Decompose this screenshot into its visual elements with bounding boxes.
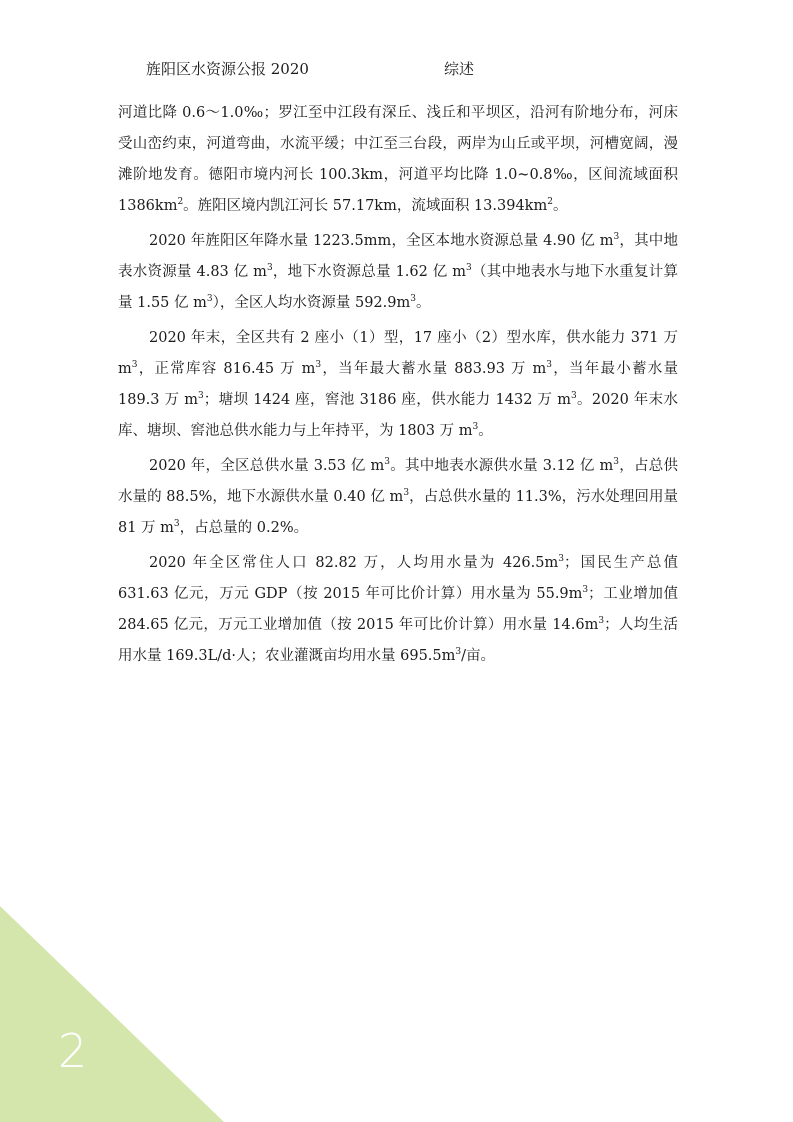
text-run: 2020 年，全区总供水量 3.53 亿 m	[149, 458, 385, 474]
paragraph	[118, 451, 678, 544]
page-number: 2	[58, 1024, 88, 1078]
superscript: 3	[466, 263, 472, 274]
paragraph	[118, 98, 678, 222]
section-title: 综述	[444, 60, 475, 78]
text-run: /亩。	[461, 648, 496, 664]
superscript: 3	[206, 294, 213, 305]
text-run: ；塘坝 1424 座，窖池 3186 座，供水能力 1432 万 m	[203, 392, 571, 408]
text-run: 。旌阳区境内凯江河长 57.17km，流域面积 13.394km	[183, 198, 548, 214]
superscript: 3	[570, 391, 577, 402]
text-run: ；国民生产总值 631.63 亿元，万元 GDP（按 2015 年可比价计算）用水量为 55.9m	[118, 555, 679, 602]
text-run: ，其中地表水资源量 4.83 亿 m	[118, 233, 678, 280]
superscript: 2	[547, 197, 553, 208]
text-run: （其中地表水与地下水重复计算量 1.55 亿 m	[118, 264, 678, 311]
superscript: 3	[472, 422, 479, 433]
superscript: 3	[384, 457, 390, 468]
superscript: 3	[455, 647, 462, 658]
paragraph	[118, 548, 678, 672]
text-run: ，占总供水量的 88.5%，地下水源供水量 0.40 亿 m	[118, 458, 679, 505]
superscript: 3	[582, 585, 589, 596]
text-run: ；人均生活用水量 169.3L/d·人；农业灌溉亩均用水量 695.5m	[118, 617, 678, 664]
text-run: 2020 年全区常住人口 82.82 万，人均用水量为 426.5m	[149, 555, 559, 571]
report-title: 旌阳区水资源公报 2020	[146, 60, 309, 78]
text-run: 。	[552, 198, 568, 214]
page-header	[0, 58, 793, 82]
superscript: 3	[315, 360, 322, 371]
superscript: 3	[173, 519, 180, 530]
text-run: ，当年最小蓄水量 189.3 万 m	[118, 361, 679, 408]
superscript: 3	[558, 554, 564, 565]
text-run: 。	[478, 423, 493, 439]
superscript: 3	[403, 488, 410, 499]
superscript: 3	[266, 263, 273, 274]
text-run: ，占总量的 0.2%。	[179, 520, 309, 536]
corner-decoration	[0, 906, 224, 1122]
body-text	[118, 98, 678, 676]
superscript: 3	[198, 391, 204, 402]
text-run: 河道比降 0.6～1.0‰；罗江至中江段有深丘、浅丘和平坝区，沿河有阶地分布，河床受山峦约束，河道弯曲，水流平缓；中江至三台段，两岸为山丘或平坝，河槽宽阔，漫滩阶地发育。德阳市境内河长 100.3km，河道平均比降 1.0~0.8‰，区间流域面积 1386km	[118, 105, 678, 214]
superscript: 3	[613, 232, 620, 243]
superscript: 3	[410, 294, 416, 305]
superscript: 3	[613, 457, 619, 468]
superscript: 3	[546, 360, 552, 371]
text-run: 2020 年旌阳区年降水量 1223.5mm，全区本地水资源总量 4.90 亿 m	[149, 233, 614, 249]
superscript: 2	[177, 197, 184, 208]
text-run: ；工业增加值 284.65 亿元，万元工业增加值（按 2015 年可比价计算）用水量 14.6m	[118, 586, 678, 633]
text-run: 。2020 年末水库、塘坝、窖池总供水能力与上年持平，为 1803 万 m	[118, 392, 678, 439]
text-run: ，占总供水量的 11.3%，污水处理回用量 81 万 m	[118, 489, 678, 536]
text-run: 2020 年末，全区共有 2 座小（1）型，17 座小（2）型水库，供水能力 371 万 m	[118, 330, 678, 377]
superscript: 3	[131, 360, 138, 371]
text-run: ），全区人均水资源量 592.9m	[212, 295, 411, 311]
text-run: ，当年最大蓄水量 883.93 万 m	[321, 361, 547, 377]
paragraph	[118, 226, 678, 319]
paragraph	[118, 323, 678, 447]
text-run: ，地下水资源总量 1.62 亿 m	[272, 264, 467, 280]
text-run: ，正常库容 816.45 万 m	[137, 361, 316, 377]
superscript: 3	[598, 616, 605, 627]
text-run: 。其中地表水源供水量 3.12 亿 m	[389, 458, 614, 474]
text-run: 。	[415, 295, 431, 311]
